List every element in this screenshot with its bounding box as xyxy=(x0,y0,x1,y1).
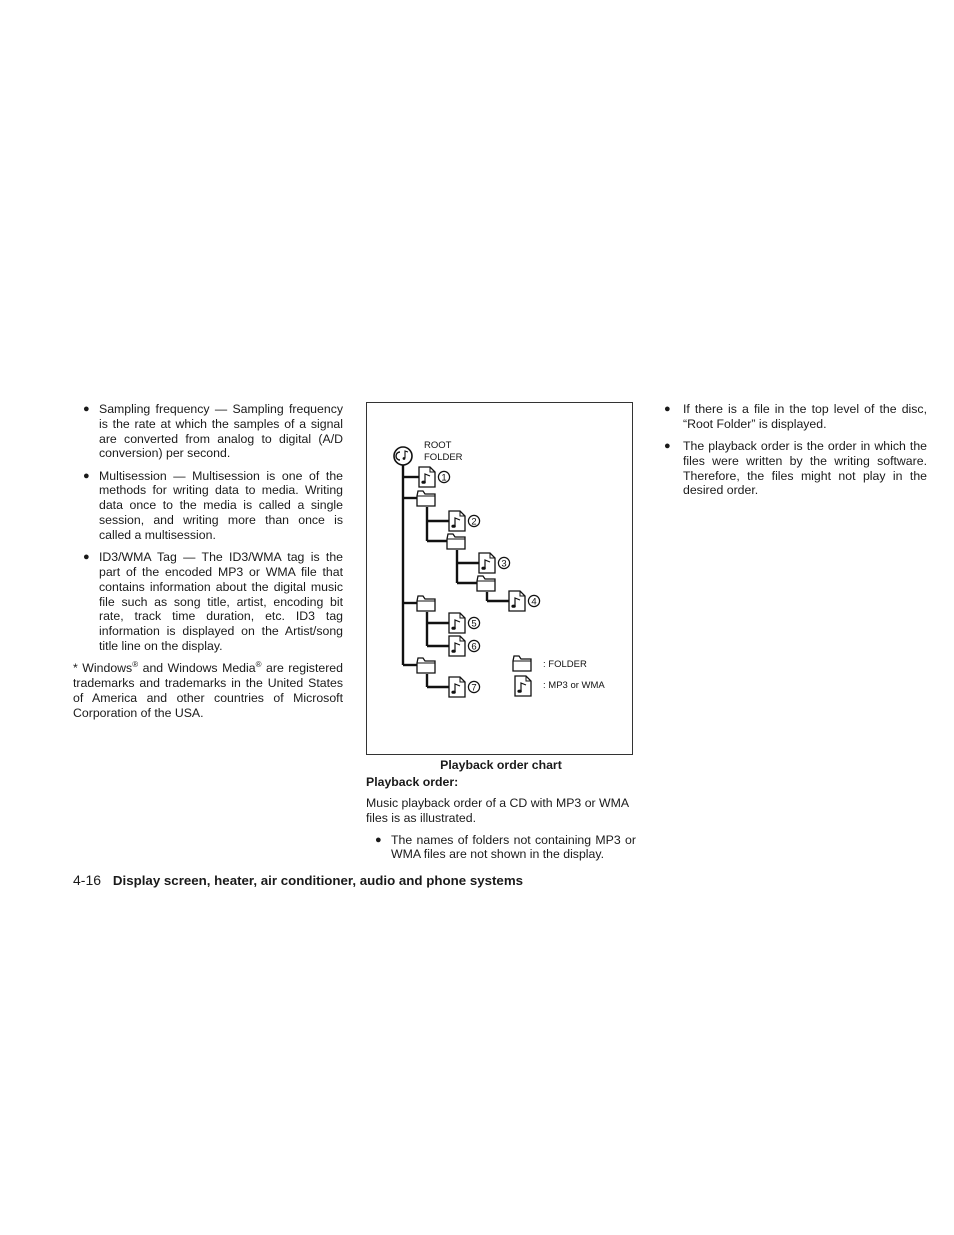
music-file-icon xyxy=(509,591,525,611)
music-file-icon xyxy=(419,467,435,487)
order-number-6 xyxy=(468,640,479,652)
section-heading: Playback order: xyxy=(366,775,459,789)
bullet-text: ID3/WMA Tag — The ID3/WMA tag is the part of the encoded MP3 or WMA file that contains information about the digital music file such as song title, artist, encoding bit rate, track time duration, etc. ID3 tag information is displayed on the Artist/song title line on the display. xyxy=(99,550,343,653)
svg-text:2: 2 xyxy=(471,516,477,528)
music-file-icon xyxy=(479,553,495,573)
legend-folder-label: : FOLDER xyxy=(543,659,587,670)
bullet-text: Multisession — Multisession is one of the methods for writing data to media. Writing data once to the media is called a single session, and writing more than once is called a multisession. xyxy=(99,468,343,542)
root-label-line1: ROOT xyxy=(424,440,452,451)
intro-paragraph: Music playback order of a CD with MP3 or WMA files is as illustrated. xyxy=(366,796,629,825)
bullet-dot: ● xyxy=(83,469,90,482)
music-file-icon xyxy=(449,677,465,697)
cd-root-icon xyxy=(394,447,412,465)
left-column xyxy=(73,402,343,720)
note-suffix: are registered trademarks and trademarks in the United States of America and other countries of Microsoft Corporation of the USA. xyxy=(73,661,343,720)
note-prefix: * Windows xyxy=(73,661,133,676)
legend-file-icon xyxy=(515,676,531,696)
bullet-text: The names of folders not containing MP3 or WMA files are not shown in the display. xyxy=(391,832,636,862)
folder-icon xyxy=(417,658,435,673)
svg-text:6: 6 xyxy=(471,641,477,653)
order-number-7 xyxy=(468,681,479,693)
order-number-1 xyxy=(438,471,449,483)
folder-icon xyxy=(477,576,495,591)
svg-text:1: 1 xyxy=(441,472,447,484)
svg-text:4: 4 xyxy=(531,596,537,608)
bullet-dot: ● xyxy=(83,551,90,564)
music-file-icon xyxy=(449,613,465,633)
folder-icon xyxy=(417,491,435,506)
order-number-4 xyxy=(528,595,539,607)
folder-icon xyxy=(417,596,435,611)
legend-file-label: : MP3 or WMA xyxy=(543,680,605,691)
root-label-line2: FOLDER xyxy=(424,452,463,463)
bullet-folder-names xyxy=(366,833,636,863)
legend-folder-icon xyxy=(513,656,531,671)
note-middle: and Windows Media xyxy=(138,661,256,676)
folder-tree-diagram xyxy=(367,403,634,756)
registered-mark: ® xyxy=(132,660,139,670)
bullet-dot: ● xyxy=(83,403,90,415)
bullet-id3-tag xyxy=(73,550,343,654)
bullet-text: The playback order is the order in which the files were written by the writing software. Therefore, the files might not play in the desired order. xyxy=(683,439,927,498)
folder-icon xyxy=(447,534,465,549)
bullet-dot: ● xyxy=(664,403,671,415)
bullet-text: If there is a file in the top level of the disc, “Root Folder” is displayed. xyxy=(683,402,927,431)
section-title: Display screen, heater, air conditioner, audio and phone systems xyxy=(112,873,524,888)
order-number-2 xyxy=(468,515,479,527)
svg-text:7: 7 xyxy=(471,682,477,694)
registered-mark: ® xyxy=(255,660,262,670)
page-number: 4-16 xyxy=(73,872,102,888)
middle-column xyxy=(366,402,636,870)
figure-caption: Playback order chart xyxy=(440,758,562,772)
bullet-root-folder xyxy=(664,402,927,432)
svg-text:5: 5 xyxy=(471,618,477,630)
right-column xyxy=(664,402,927,506)
bullet-dot: ● xyxy=(375,833,382,846)
playback-order-figure xyxy=(366,402,633,755)
trademark-note xyxy=(73,661,343,720)
bullet-text: Sampling frequency — Sampling frequency is the rate at which the samples of a signal are converted from analog to digital (A/D conversion) per second. xyxy=(99,402,343,461)
order-number-5 xyxy=(468,617,479,629)
bullet-dot: ● xyxy=(664,440,671,453)
bullet-playback-order xyxy=(664,439,927,498)
music-file-icon xyxy=(449,636,465,656)
bullet-sampling-frequency xyxy=(73,402,343,461)
music-file-icon xyxy=(449,511,465,531)
order-number-3 xyxy=(498,557,509,569)
page-footer xyxy=(73,872,523,888)
svg-text:3: 3 xyxy=(501,558,507,570)
bullet-multisession xyxy=(73,469,343,543)
